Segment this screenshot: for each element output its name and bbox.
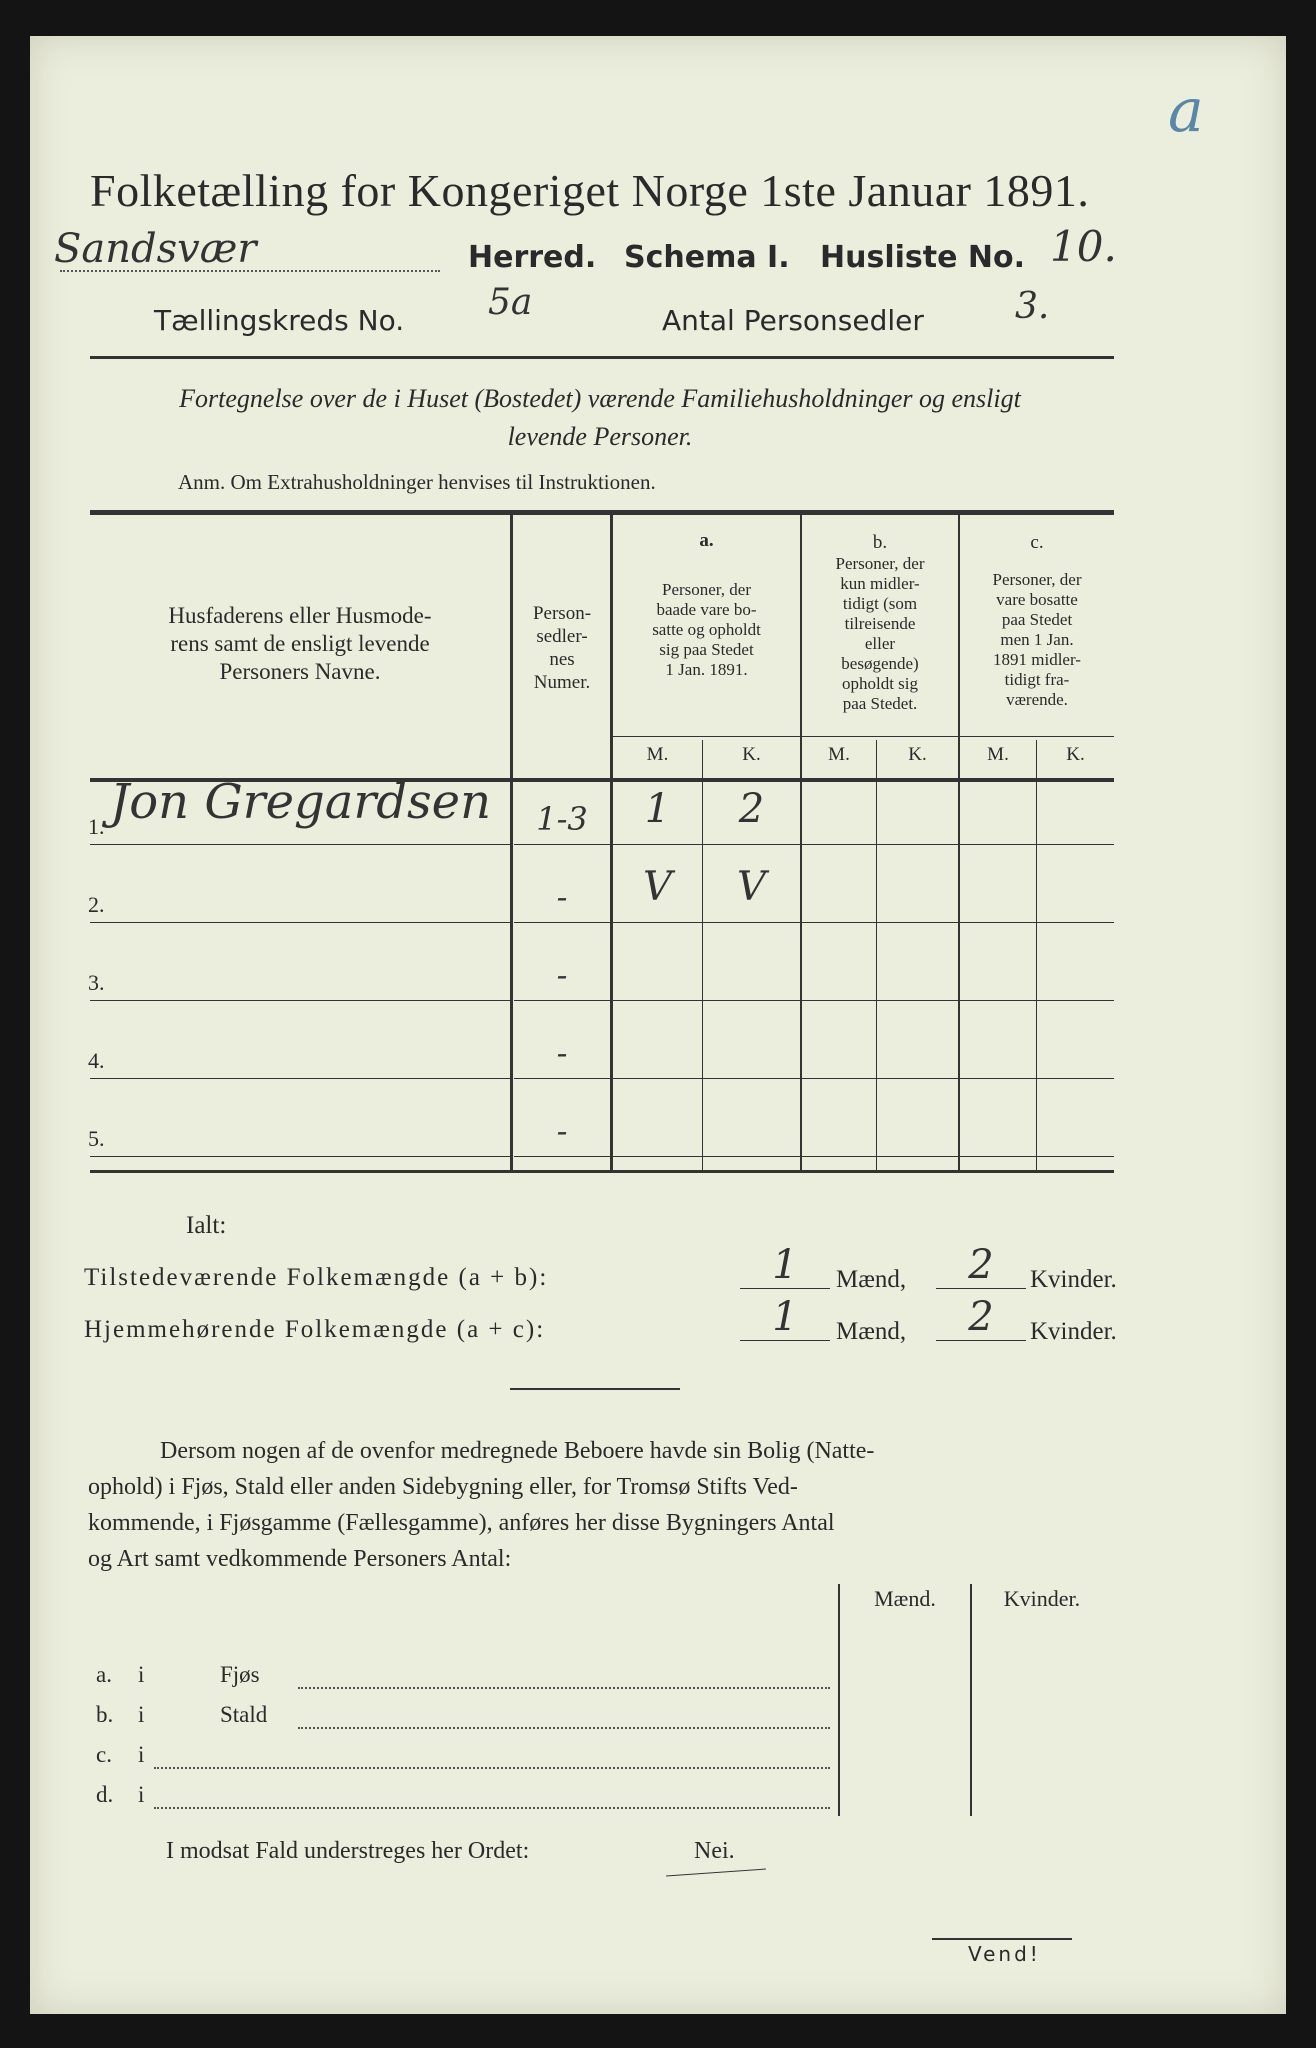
tilstede-maend-line — [740, 1288, 830, 1289]
subtitle-line2: levende Personer. — [507, 422, 693, 451]
row-rule — [802, 1156, 876, 1157]
row-rule — [960, 844, 1036, 845]
row-rule — [514, 1078, 610, 1079]
row-number: 2. — [88, 892, 105, 917]
row-rule — [960, 1000, 1036, 1001]
building-name: Stald — [220, 1702, 268, 1727]
col-divider-b-mk — [876, 740, 877, 1170]
row-rule — [90, 1000, 510, 1001]
personsedler-value: 3. — [1015, 286, 1050, 327]
buildings-maend-header: Mænd. — [874, 1586, 936, 1611]
col-divider-c-mk — [1036, 740, 1037, 1170]
building-prep: i — [138, 1702, 145, 1727]
row-rule — [1037, 1156, 1114, 1157]
buildings-divider-1 — [838, 1584, 840, 1816]
row-rule — [802, 1000, 876, 1001]
husliste-value: 10. — [1050, 222, 1117, 271]
a-k-label: K. — [742, 744, 761, 765]
col-b-header: Personer, der kun midler- tidigt (som tilreisende eller besøgende) opholdt sig paa Stedet. — [835, 554, 925, 713]
hjemme-maend-line — [740, 1340, 830, 1341]
hjemme-maend-value: 1 — [772, 1294, 798, 1340]
building-letter: a. — [96, 1662, 112, 1687]
row-rule — [960, 922, 1036, 923]
row-rule — [613, 922, 702, 923]
husliste-label: Husliste No. — [820, 240, 1025, 275]
buildings-kvinder-header: Kvinder. — [1003, 1586, 1081, 1611]
building-letter: c. — [96, 1742, 112, 1767]
anm-note: Anm. Om Extrahusholdninger henvises til Instruktionen. — [178, 470, 656, 494]
row-name: Jon Gregardsen — [110, 774, 491, 830]
nei-underline — [666, 1869, 766, 1877]
row-a-k: V — [737, 864, 766, 910]
header-rule — [90, 356, 1114, 359]
row-number: 1. — [88, 814, 105, 839]
col-num-header: Person- sedler- nes Numer. — [532, 603, 592, 693]
paragraph-line4: og Art samt vedkommende Personers Antal: — [88, 1546, 512, 1572]
row-rule — [1037, 844, 1114, 845]
row-rule — [877, 1078, 958, 1079]
building-dots — [298, 1686, 830, 1689]
modsat-text: I modsat Fald understreges her Ordet: — [166, 1838, 530, 1864]
separator-rule — [510, 1388, 680, 1390]
building-dots — [154, 1806, 830, 1809]
row-rule — [703, 1078, 800, 1079]
col-a-header: Personer, der baade vare bo- satte og opholdt sig paa Stedet 1 Jan. 1891. — [652, 580, 761, 679]
hjemme-kvinder-value: 2 — [968, 1294, 994, 1340]
form-title: Folketælling for Kongeriget Norge 1ste Januar 1891. — [90, 165, 1090, 216]
tilstede-label: Tilstedeværende Folkemængde (a + b): — [84, 1264, 549, 1291]
c-sub-rule — [960, 736, 1114, 737]
hjemme-label: Hjemmehørende Folkemængde (a + c): — [84, 1316, 546, 1343]
row-rule — [1037, 1000, 1114, 1001]
buildings-divider-2 — [970, 1584, 972, 1816]
ialt-label: Ialt: — [186, 1212, 227, 1239]
nei-word: Nei. — [694, 1838, 735, 1864]
row-rule — [514, 1000, 610, 1001]
paragraph-line3: kommende, i Fjøsgamme (Fællesgamme), anføres her disse Bygningers Antal — [88, 1510, 835, 1536]
row-rule — [877, 1156, 958, 1157]
table-top-rule — [90, 510, 1114, 515]
row-rule — [703, 1156, 800, 1157]
row-rule — [1037, 922, 1114, 923]
row-rule — [90, 1078, 510, 1079]
schema-label: Schema I. — [624, 240, 790, 275]
row-rule — [90, 844, 510, 845]
row-num: - — [556, 956, 568, 994]
row-num: - — [556, 878, 568, 916]
building-prep: i — [138, 1662, 145, 1687]
row-rule — [613, 1000, 702, 1001]
row-rule — [514, 1156, 610, 1157]
row-rule — [514, 844, 610, 845]
row-number: 5. — [88, 1126, 105, 1151]
herred-value: Sandsvær — [54, 226, 257, 272]
row-a-m: V — [643, 864, 672, 910]
row-rule — [802, 844, 876, 845]
row-number: 3. — [88, 970, 105, 995]
table-bottom-rule — [90, 1170, 1114, 1173]
building-prep: i — [138, 1782, 145, 1807]
personsedler-label: Antal Personsedler — [662, 304, 924, 337]
tilstede-kvinder-line — [936, 1288, 1026, 1289]
b-m-label: M. — [828, 744, 850, 765]
row-a-k: 2 — [738, 786, 765, 832]
vend-rule — [932, 1938, 1072, 1940]
row-rule — [703, 844, 800, 845]
tilstede-maend-label: Mænd, — [836, 1266, 907, 1293]
vend-text: Vend! — [968, 1942, 1041, 1966]
row-num: 1-3 — [536, 800, 588, 838]
row-rule — [613, 844, 702, 845]
row-rule — [960, 1078, 1036, 1079]
paragraph-line2: ophold) i Fjøs, Stald eller anden Sidebygning eller, for Tromsø Stifts Ved- — [88, 1474, 798, 1500]
col-divider-num — [510, 514, 513, 1170]
building-dots — [154, 1766, 830, 1769]
row-rule — [1037, 1078, 1114, 1079]
building-name: Fjøs — [220, 1662, 260, 1687]
row-rule — [960, 1156, 1036, 1157]
row-num: - — [556, 1112, 568, 1150]
building-letter: b. — [96, 1702, 114, 1727]
c-k-label: K. — [1066, 744, 1085, 765]
row-rule — [90, 922, 510, 923]
row-rule — [514, 922, 610, 923]
census-form-page — [30, 36, 1286, 2014]
building-dots — [298, 1726, 830, 1729]
col-c-header: Personer, der vare bosatte paa Stedet men 1 Jan. 1891 midler- tidigt fra- værende. — [992, 570, 1082, 709]
row-rule — [613, 1156, 702, 1157]
row-rule — [613, 1078, 702, 1079]
col-c-letter: c. — [1030, 532, 1044, 553]
hjemme-kvinder-line — [936, 1340, 1026, 1341]
kreds-label: Tællingskreds No. — [154, 304, 405, 337]
b-k-label: K. — [908, 744, 927, 765]
c-m-label: M. — [987, 744, 1009, 765]
row-rule — [802, 922, 876, 923]
row-num: - — [556, 1034, 568, 1072]
row-rule — [703, 1000, 800, 1001]
herred-label: Herred. — [468, 240, 597, 275]
paragraph-line1: Dersom nogen af de ovenfor medregnede Beboere havde sin Bolig (Natte- — [160, 1438, 875, 1464]
building-prep: i — [138, 1742, 145, 1767]
corner-mark: a — [1168, 76, 1204, 146]
col-a-letter: a. — [699, 530, 714, 551]
subtitle-line1: Fortegnelse over de i Huset (Bostedet) værende Familiehusholdninger og ensligt — [179, 384, 1021, 413]
col-b-letter: b. — [872, 532, 888, 553]
building-letter: d. — [96, 1782, 114, 1807]
a-m-label: M. — [646, 744, 669, 765]
tilstede-kvinder-label: Kvinder. — [1030, 1266, 1117, 1293]
row-rule — [90, 1156, 510, 1157]
tilstede-kvinder-value: 2 — [968, 1242, 994, 1288]
row-rule — [802, 1078, 876, 1079]
col-name-header: Husfaderens eller Husmode- rens samt de ensligt levende Personers Navne. — [168, 603, 432, 684]
a-sub-rule — [613, 736, 800, 737]
kreds-value: 5a — [488, 282, 533, 323]
row-rule — [877, 1000, 958, 1001]
b-sub-rule — [802, 736, 958, 737]
row-rule — [703, 922, 800, 923]
row-rule — [877, 922, 958, 923]
row-number: 4. — [88, 1048, 105, 1073]
row-a-m: 1 — [644, 786, 671, 832]
hjemme-kvinder-label: Kvinder. — [1030, 1318, 1117, 1345]
tilstede-maend-value: 1 — [772, 1242, 798, 1288]
row-rule — [877, 844, 958, 845]
hjemme-maend-label: Mænd, — [836, 1318, 907, 1345]
